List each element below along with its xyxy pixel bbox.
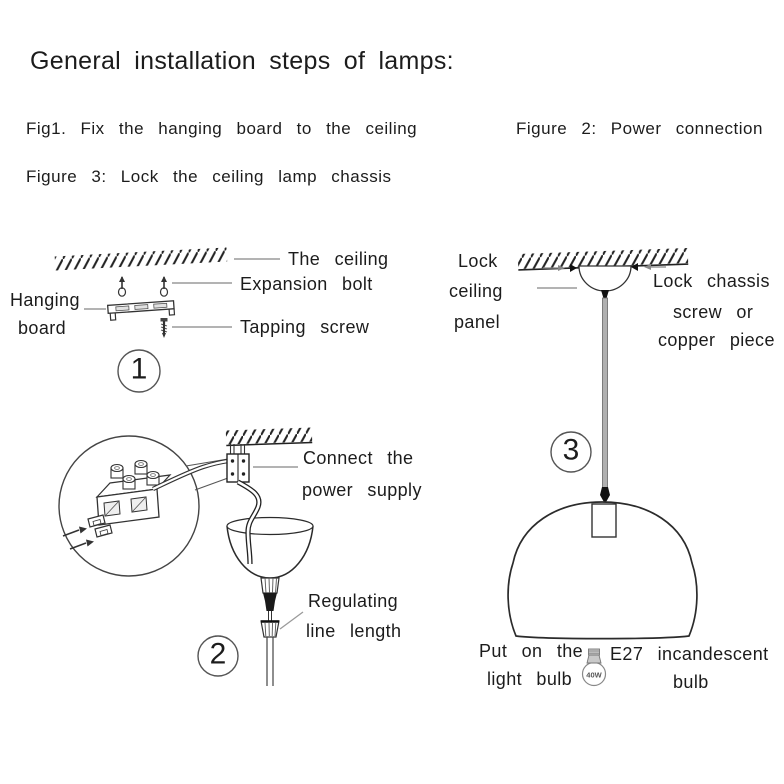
pendant-cord (603, 298, 608, 490)
lamp-socket (592, 504, 616, 537)
label-hanging: Hanging (10, 290, 80, 310)
label-connect-line2: power supply (302, 480, 422, 500)
page-title: General installation steps of lamps: (30, 47, 454, 75)
ceiling-hatch-fig1 (55, 247, 227, 270)
label-connect-line1: Connect the (303, 448, 414, 468)
ceiling-hatch-fig2 (226, 428, 312, 446)
label-put-line1: Put on the (479, 641, 584, 661)
bulb-wattage-label: 40W (586, 670, 602, 680)
step3-number: 3 (562, 433, 580, 467)
leader-regulating (280, 612, 303, 629)
insert-arrow-icon (63, 527, 94, 550)
label-put-line2: light bulb (487, 669, 573, 689)
label-chassis-line3: copper piece (658, 330, 775, 350)
label-regulating-line2: line length (306, 621, 402, 641)
caption-fig1: Fig1. Fix the hanging board to the ceiling (26, 119, 418, 138)
label-regulating-line1: Regulating (308, 591, 399, 611)
caption-fig2: Figure 2: Power connection (516, 119, 763, 138)
label-e27-line2: bulb (673, 672, 709, 692)
fig3-drawing (508, 248, 697, 685)
label-lock-line2: ceiling (449, 281, 503, 301)
label-expansion-bolt: Expansion bolt (240, 274, 373, 294)
fig2-drawing (59, 428, 313, 686)
terminal-block-icon (97, 461, 170, 526)
cord-adjuster-icon (261, 578, 279, 686)
expansion-bolt-icon (119, 276, 126, 296)
light-bulb-icon (583, 649, 606, 686)
step2-number: 2 (209, 637, 227, 671)
label-the-ceiling: The ceiling (288, 249, 389, 269)
label-tapping-screw: Tapping screw (240, 317, 370, 337)
power-connector-icon (227, 454, 249, 482)
ceiling-canopy-dome (579, 266, 631, 291)
label-lock-line1: Lock (458, 251, 498, 271)
expansion-bolt-icon (161, 276, 168, 296)
label-lock-line3: panel (454, 312, 501, 332)
label-chassis-line1: Lock chassis (653, 271, 770, 291)
tapping-screw-icon (161, 318, 168, 338)
label-e27-line1: E27 incandescent (610, 644, 769, 664)
canopy-cup-icon (227, 518, 313, 579)
caption-fig3: Figure 3: Lock the ceiling lamp chassis (26, 167, 392, 186)
label-chassis-line2: screw or (673, 302, 754, 322)
label-board: board (18, 318, 67, 338)
hanging-board-icon (108, 301, 175, 321)
step1-number: 1 (130, 352, 148, 386)
